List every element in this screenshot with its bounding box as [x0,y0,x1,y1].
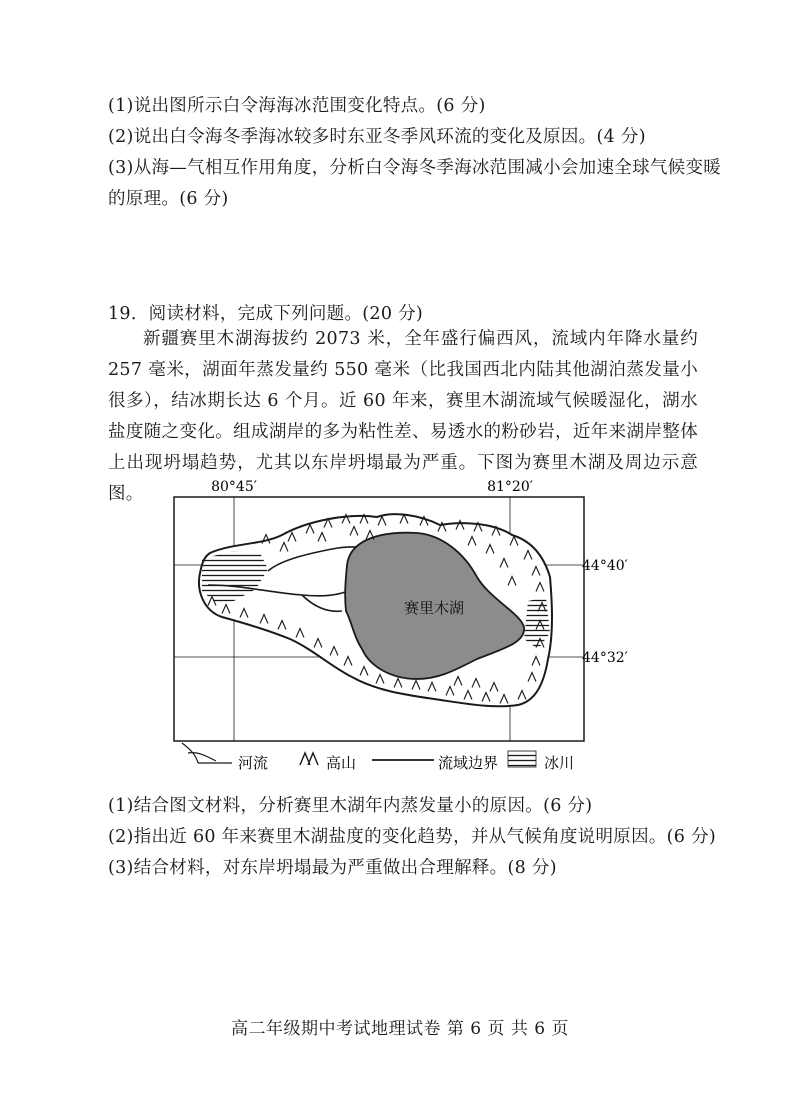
legend-boundary-label: 流域边界 [438,754,499,772]
q18-sub3-line1: (3)从海—气相互作用角度，分析白令海冬季海冰范围减小会加速全球气候变暖 [108,158,722,178]
q19-sub3: (3)结合材料，对东岸坍塌最为严重做出合理解释。(8 分) [108,858,557,878]
lon-right-label: 81°20′ [487,479,533,495]
q18-sub1: (1)说出图所示白令海海冰范围变化特点。(6 分) [108,96,486,116]
lat-top-label: 44°40′ [582,558,628,574]
legend-glacier-icon [508,751,536,767]
q18-sub3-line2: 的原理。(6 分) [108,189,229,209]
legend-glacier-label: 冰川 [544,754,575,772]
q19-sub1: (1)结合图文材料，分析赛里木湖年内蒸发量小的原因。(6 分) [108,796,593,816]
legend-river-label: 河流 [238,754,269,772]
q19-sub2: (2)指出近 60 年来赛里木湖盐度的变化趋势，并从气候角度说明原因。(6 分) [108,827,717,847]
sayram-lake-map [172,473,630,773]
lake-label: 赛里木湖 [403,599,465,617]
legend [182,743,574,772]
lat-bottom-label: 44°32′ [582,650,628,666]
lon-left-label: 80°45′ [211,479,257,495]
map-svg [172,473,630,773]
q19-material: 新疆赛里木湖海拔约 2073 米，全年盛行偏西风，流域内年降水量约 257 毫米，湖面年蒸发量约 550 毫米（比我国西北内陆其他湖泊蒸发量小很多），结冰期长达 6 个月。近 60 年来，赛里木湖流域气候暖湿化，湖水盐度随之变化。组成湖岸的多为粘性差、易透水的粉砂岩，近年来湖岸整体上出现坍塌趋势，尤其以东岸坍塌最为严重。下图为赛里木湖及周边示意图。 [108,329,698,504]
q19-title: 19．阅读材料，完成下列问题。(20 分) [108,304,424,324]
legend-mountain-label: 高山 [326,754,357,772]
legend-mountain-icon [300,753,318,765]
legend-river-icon [182,743,232,763]
page-footer: 高二年级期中考试地理试卷 第 6 页 共 6 页 [230,1019,570,1039]
q18-sub2: (2)说出白令海冬季海冰较多时东亚冬季风环流的变化及原因。(4 分) [108,127,646,147]
